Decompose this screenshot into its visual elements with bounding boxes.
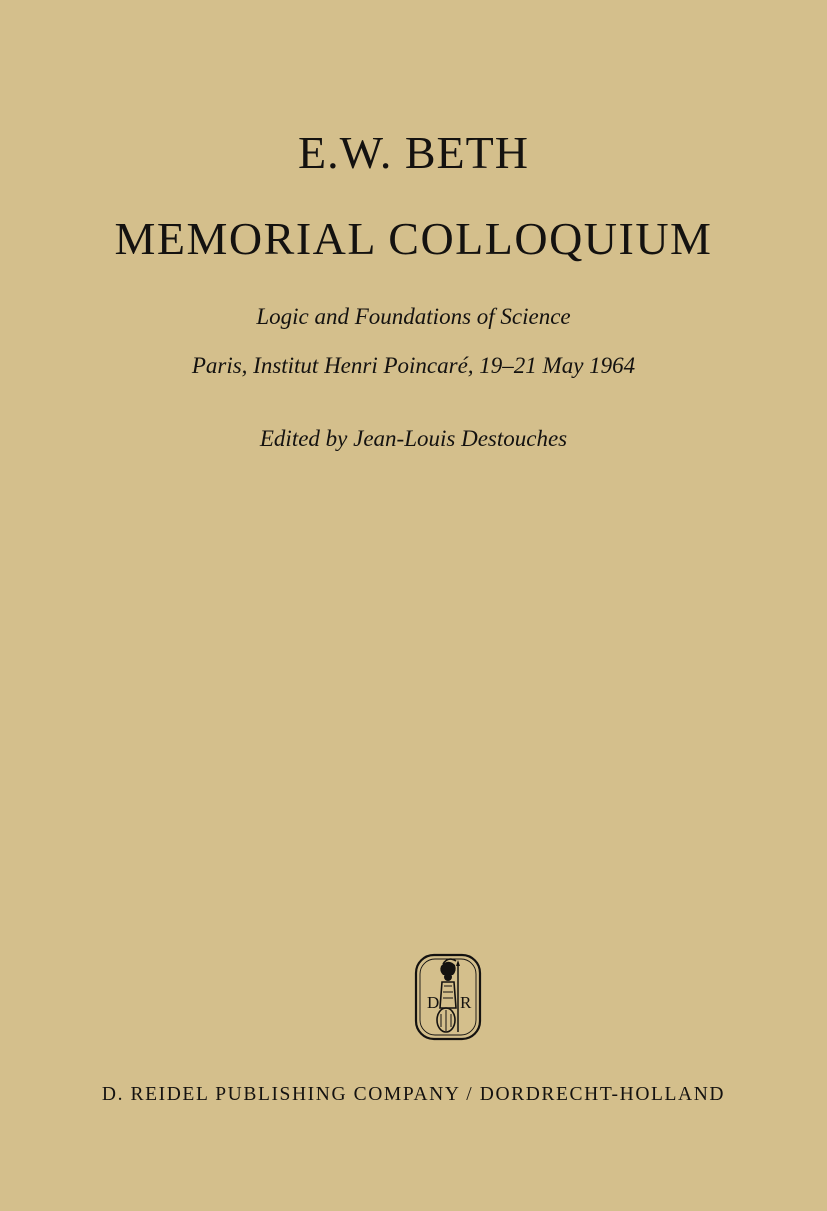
publisher-logo-icon: [413, 952, 483, 1042]
editor-credit: Edited by Jean-Louis Destouches: [259, 426, 568, 451]
publisher-imprint: D. REIDEL PUBLISHING COMPANY / DORDRECHT-HOLLAND: [101, 1084, 726, 1105]
book-subtitle: Logic and Foundations of Science: [256, 304, 571, 329]
logo-letter-d: D: [427, 993, 440, 1012]
author-name: E.W. BETH: [298, 127, 529, 178]
colloquium-venue: Paris, Institut Henri Poincaré, 19–21 May 1964: [191, 353, 636, 378]
book-title: MEMORIAL COLLOQUIUM: [114, 213, 713, 264]
logo-letter-r: R: [460, 993, 472, 1012]
